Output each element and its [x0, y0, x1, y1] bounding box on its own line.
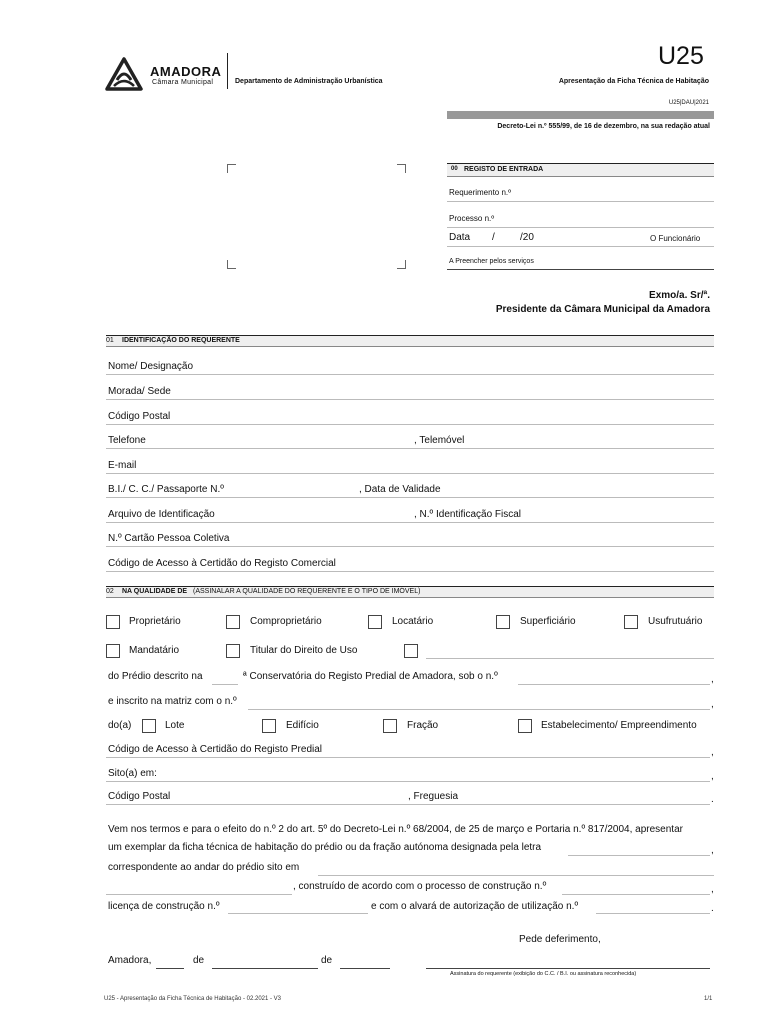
nome-label: Nome/ Designação	[108, 361, 194, 372]
declaration-line-4: , construído de acordo com o processo de construção n.º	[293, 881, 547, 892]
superficiario-checkbox[interactable]	[496, 615, 510, 629]
data-slash: /	[492, 232, 495, 243]
cartao-label: N.º Cartão Pessoa Coletiva	[108, 533, 230, 544]
processo-label: Processo n.º	[449, 214, 495, 223]
proprietario-label: Proprietário	[129, 616, 181, 627]
mandatario-label: Mandatário	[129, 645, 180, 656]
outro-checkbox[interactable]	[404, 644, 418, 658]
section2-header	[106, 586, 714, 598]
bi-field[interactable]	[106, 497, 714, 498]
fracao-checkbox[interactable]	[383, 719, 397, 733]
predio-descrito-label: do Prédio descrito na	[108, 671, 203, 682]
email-field[interactable]	[106, 473, 714, 474]
signature-caption: Assinatura do requerente (exibição do C.C. / B.I. ou assinatura reconhecida)	[450, 971, 637, 977]
codigo-postal-predio-field[interactable]	[106, 804, 710, 805]
grey-bar	[447, 111, 714, 119]
edificio-label: Edifício	[286, 720, 319, 731]
de-label-2: de	[321, 955, 333, 966]
telefone-label: Telefone	[108, 435, 146, 446]
arquivo-field[interactable]	[106, 522, 714, 523]
declaration-line-1: Vem nos termos e para o efeito do n.º 2 do art. 5º do Decreto-Lei n.º 68/2004, de 25 de março e Portaria n.º 817/2004, apresentar	[108, 824, 683, 835]
conservatoria-number-field[interactable]	[212, 684, 238, 685]
codigo-postal-predio-label: Código Postal	[108, 791, 171, 802]
outro-field[interactable]	[426, 658, 714, 659]
superficiario-label: Superficiário	[520, 616, 576, 627]
amadora-logo-icon	[104, 56, 144, 92]
usufrutuario-checkbox[interactable]	[624, 615, 638, 629]
nome-field[interactable]	[106, 374, 714, 375]
amadora-label: Amadora,	[108, 955, 152, 966]
estabelecimento-checkbox[interactable]	[518, 719, 532, 733]
stamp-corner-bl	[227, 260, 236, 269]
decree-reference: Decreto-Lei n.º 555/99, de 16 de dezembro, na sua redação atual	[497, 123, 710, 130]
locatario-label: Locatário	[392, 616, 434, 627]
month-field[interactable]	[212, 968, 318, 969]
day-field[interactable]	[156, 968, 184, 969]
section2-title-bold: NA QUALIDADE DE	[122, 588, 188, 595]
footer-page-number: 1/1	[704, 996, 713, 1002]
section1-number: 01	[106, 337, 114, 344]
codigo-predial-label: Código de Acesso à Certidão do Registo Predial	[108, 744, 323, 755]
data-label: Data	[449, 232, 471, 243]
funcionario-label: O Funcionário	[650, 234, 701, 243]
telefone-field[interactable]	[106, 448, 714, 449]
registo-header	[447, 163, 714, 177]
freguesia-dot: .	[711, 794, 714, 805]
form-code: U25	[658, 42, 704, 70]
edificio-checkbox[interactable]	[262, 719, 276, 733]
brand-name: AMADORA	[150, 64, 222, 79]
titular-label: Titular do Direito de Uso	[250, 645, 358, 656]
comproprietario-checkbox[interactable]	[226, 615, 240, 629]
fracao-label: Fração	[407, 720, 439, 731]
proprietario-checkbox[interactable]	[106, 615, 120, 629]
brand-subtitle: Câmara Municipal	[152, 79, 214, 86]
codigo-postal-label: Código Postal	[108, 411, 171, 422]
lote-label: Lote	[165, 720, 185, 731]
codigo-predial-comma: ,	[711, 747, 714, 758]
letra-comma: ,	[711, 845, 714, 856]
matriz-label: e inscrito na matriz com o n.º	[108, 696, 237, 707]
cartao-field[interactable]	[106, 546, 714, 547]
pede-deferimento: Pede deferimento,	[519, 934, 601, 945]
declaration-line-3: correspondente ao andar do prédio sito em	[108, 862, 300, 873]
stamp-corner-tr	[397, 164, 406, 173]
estabelecimento-label: Estabelecimento/ Empreendimento	[541, 720, 697, 731]
requerimento-field[interactable]	[447, 201, 714, 202]
freguesia-label: , Freguesia	[408, 791, 459, 802]
header-divider	[227, 53, 228, 89]
sito-label: Sito(a) em:	[108, 768, 157, 779]
codigo-postal-field[interactable]	[106, 424, 714, 425]
alvara-dot: .	[711, 903, 714, 914]
email-label: E-mail	[108, 460, 137, 471]
year-field[interactable]	[340, 968, 390, 969]
codigo-acesso-comercial-field[interactable]	[106, 571, 714, 572]
conservatoria-comma: ,	[711, 674, 714, 685]
processo-comma: ,	[711, 884, 714, 895]
processo-field[interactable]	[447, 227, 714, 228]
signature-field[interactable]	[426, 968, 710, 969]
licenca-field[interactable]	[228, 913, 368, 914]
registo-number: 00	[451, 166, 458, 172]
footer-form-info: U25 - Apresentação da Ficha Técnica de Habitação - 02.2021 - V3	[104, 996, 281, 1002]
bi-label: B.I./ C. C./ Passaporte N.º	[108, 484, 224, 495]
registo-title: REGISTO DE ENTRADA	[464, 166, 544, 173]
registo-bottom-rule	[447, 269, 714, 270]
comproprietario-label: Comproprietário	[250, 616, 322, 627]
data-field[interactable]	[447, 246, 714, 247]
addressee-greeting: Exmo/a. Sr/ª.	[649, 290, 710, 301]
processo-construcao-field[interactable]	[562, 894, 710, 895]
lote-checkbox[interactable]	[142, 719, 156, 733]
section2-number: 02	[106, 588, 114, 595]
conservatoria-registo-field[interactable]	[518, 684, 710, 685]
conservatoria-label: ª Conservatória do Registo Predial de Amadora, sob o n.º	[243, 671, 498, 682]
servicos-note: A Preencher pelos serviços	[449, 258, 534, 265]
stamp-corner-br	[397, 260, 406, 269]
sito-field[interactable]	[106, 781, 710, 782]
morada-field[interactable]	[106, 399, 714, 400]
stamp-corner-tl	[227, 164, 236, 173]
addressee-title: Presidente da Câmara Municipal da Amadora	[495, 304, 710, 315]
requerimento-label: Requerimento n.º	[449, 188, 512, 197]
telemovel-label: , Telemóvel	[414, 435, 465, 446]
nif-label: , N.º Identificação Fiscal	[414, 509, 522, 520]
section1-header	[106, 335, 714, 347]
codigo-predial-field[interactable]	[106, 757, 710, 758]
section2-title-note: (ASSINALAR A QUALIDADE DO REQUERENTE E O TIPO DE IMÓVEL)	[193, 588, 421, 595]
declaration-line-5: licença de construção n.º	[108, 901, 220, 912]
form-reference: U25|DAU|2021	[668, 100, 709, 106]
morada-label: Morada/ Sede	[108, 386, 171, 397]
morada-predio-field[interactable]	[106, 894, 292, 895]
matriz-field[interactable]	[248, 709, 710, 710]
sito-comma: ,	[711, 771, 714, 782]
arquivo-label: Arquivo de Identificação	[108, 509, 215, 520]
locatario-checkbox[interactable]	[368, 615, 382, 629]
data-year: /20	[520, 232, 534, 243]
usufrutuario-label: Usufrutuário	[648, 616, 703, 627]
alvara-field[interactable]	[596, 913, 710, 914]
matriz-comma: ,	[711, 699, 714, 710]
form-title: Apresentação da Ficha Técnica de Habitação	[558, 78, 709, 85]
letra-field[interactable]	[568, 855, 710, 856]
doa-label: do(a)	[108, 720, 132, 731]
declaration-line-6: e com o alvará de autorização de utilização n.º	[371, 901, 579, 912]
department-name: Departamento de Administração Urbanística	[235, 78, 383, 85]
declaration-line-2: um exemplar da ficha técnica de habitação do prédio ou da fração autónoma designada pela letra	[108, 842, 542, 853]
validade-label: , Data de Validade	[359, 484, 441, 495]
de-label-1: de	[193, 955, 205, 966]
codigo-acesso-comercial-label: Código de Acesso à Certidão do Registo Comercial	[108, 558, 336, 569]
titular-checkbox[interactable]	[226, 644, 240, 658]
section1-title: IDENTIFICAÇÃO DO REQUERENTE	[122, 337, 240, 344]
andar-field[interactable]	[318, 875, 714, 876]
mandatario-checkbox[interactable]	[106, 644, 120, 658]
